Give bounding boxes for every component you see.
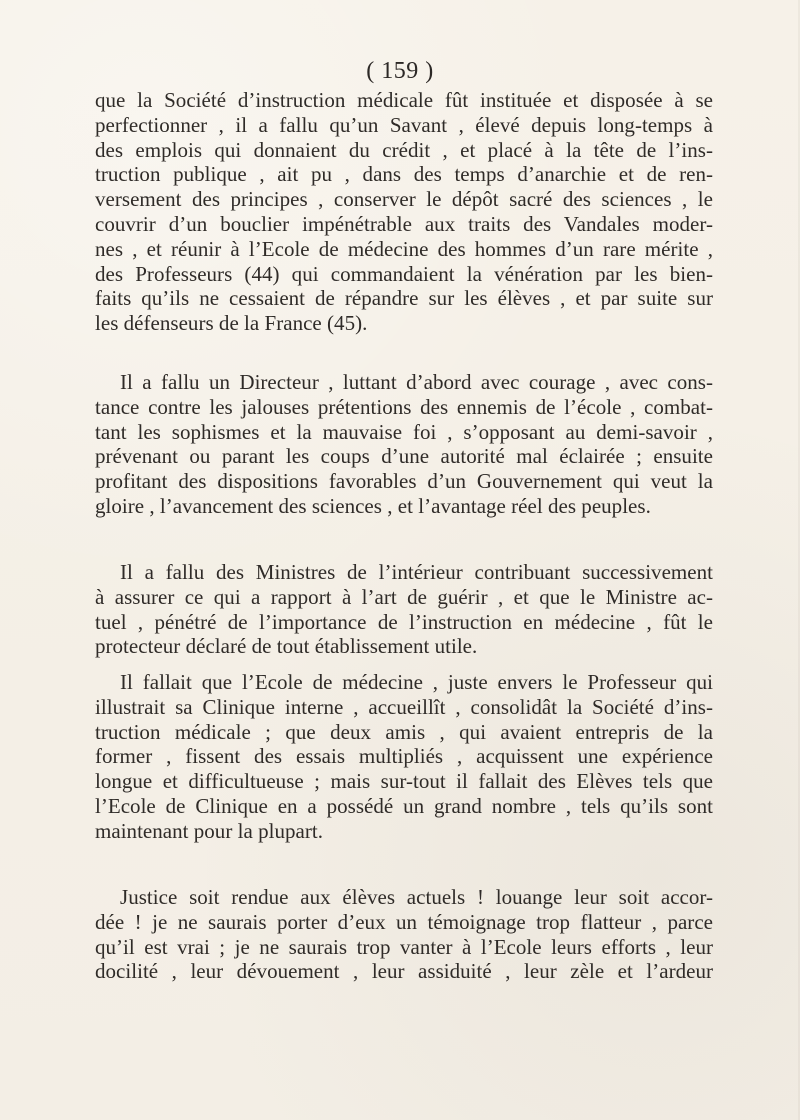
paragraph-2-line-5: profitant des dispositions favorables d’un Gouvernement qui veut la <box>95 469 713 494</box>
paragraph-1-line-8: des Professeurs (44) qui commandaient la vénération par les bien- <box>95 261 713 286</box>
paragraph-1-line-2: perfectionner , il a fallu qu’un Savant , élevé depuis long-temps à <box>95 112 713 137</box>
paragraph-1-line-3: des emplois qui donnaient du crédit , et placé à la tête de l’ins- <box>95 137 713 162</box>
paragraph-4-line-7: maintenant pour la plupart. <box>95 818 323 843</box>
paragraph-1 <box>95 88 713 336</box>
paragraph-1-line-10: les défenseurs de la France (45). <box>95 311 368 336</box>
paragraph-3-line-2: à assurer ce qui a rapport à l’art de guérir , et que le Ministre ac- <box>95 584 713 609</box>
paragraph-1-line-5: versement des principes , conserver le dépôt sacré des sciences , le <box>95 187 713 212</box>
paragraph-4-line-5: longue et difficultueuse ; mais sur-tout il fallait des Elèves tels que <box>95 769 713 794</box>
paragraph-4-line-3: truction médicale ; que deux amis , qui avaient entrepris de la <box>95 719 713 744</box>
paragraph-5-line-2: dée ! je ne saurais porter d’eux un témoignage trop flatteur , parce <box>95 909 713 934</box>
paragraph-1-line-7: nes , et réunir à l’Ecole de médecine des hommes d’un rare mérite , <box>95 236 713 261</box>
paragraph-1-line-4: truction publique , ait pu , dans des temps d’anarchie et de ren- <box>95 162 713 187</box>
paragraph-2 <box>95 370 713 519</box>
paragraph-1-line-1: que la Société d’instruction médicale fût instituée et disposée à se <box>95 88 713 112</box>
paragraph-5-line-4: docilité , leur dévouement , leur assiduité , leur zèle et l’ardeur <box>95 959 713 984</box>
paragraph-4-line-6: l’Ecole de Clinique en a possédé un grand nombre , tels qu’ils sont <box>95 793 713 818</box>
paragraph-3-line-4: protecteur déclaré de tout établissement utile. <box>95 634 478 659</box>
paragraph-2-line-2: tance contre les jalouses prétentions des ennemis de l’école , combat- <box>95 394 713 419</box>
paragraph-5 <box>95 885 713 984</box>
paragraph-4 <box>95 670 713 844</box>
paragraph-2-line-6: gloire , l’avancement des sciences , et l’avantage réel des peuples. <box>95 493 651 518</box>
paragraph-2-line-1: Il a fallu un Directeur , luttant d’abord avec courage , avec cons- <box>120 370 713 394</box>
paragraph-1-line-9: faits qu’ils ne cessaient de répandre sur les élèves , et par suite sur <box>95 286 713 311</box>
paragraph-2-line-4: prévenant ou parant les coups d’une autorité mal éclairée ; ensuite <box>95 444 713 469</box>
page-number: ( 159 ) <box>366 58 434 84</box>
paragraph-3-line-3: tuel , pénétré de l’importance de l’instruction en médecine , fût le <box>95 609 713 634</box>
paragraph-3 <box>95 560 713 659</box>
paragraph-1-line-6: couvrir d’un bouclier impénétrable aux traits des Vandales moder- <box>95 211 713 236</box>
paragraph-4-line-4: former , fissent des essais multipliés , acquissent une expérience <box>95 744 713 769</box>
paragraph-5-line-1: Justice soit rendue aux élèves actuels ! louange leur soit accor- <box>120 885 713 909</box>
paragraph-3-line-1: Il a fallu des Ministres de l’intérieur contribuant successivement <box>120 560 713 584</box>
paragraph-4-line-1: Il fallait que l’Ecole de médecine , juste envers le Professeur qui <box>120 670 713 694</box>
paragraph-4-line-2: illustrait sa Clinique interne , accueillît , consolidât la Société d’ins- <box>95 694 713 719</box>
paragraph-2-line-3: tant les sophismes et la mauvaise foi , s’opposant au demi-savoir , <box>95 419 713 444</box>
paragraph-5-line-3: qu’il est vrai ; je ne saurais trop vanter à l’Ecole leurs efforts , leur <box>95 934 713 959</box>
